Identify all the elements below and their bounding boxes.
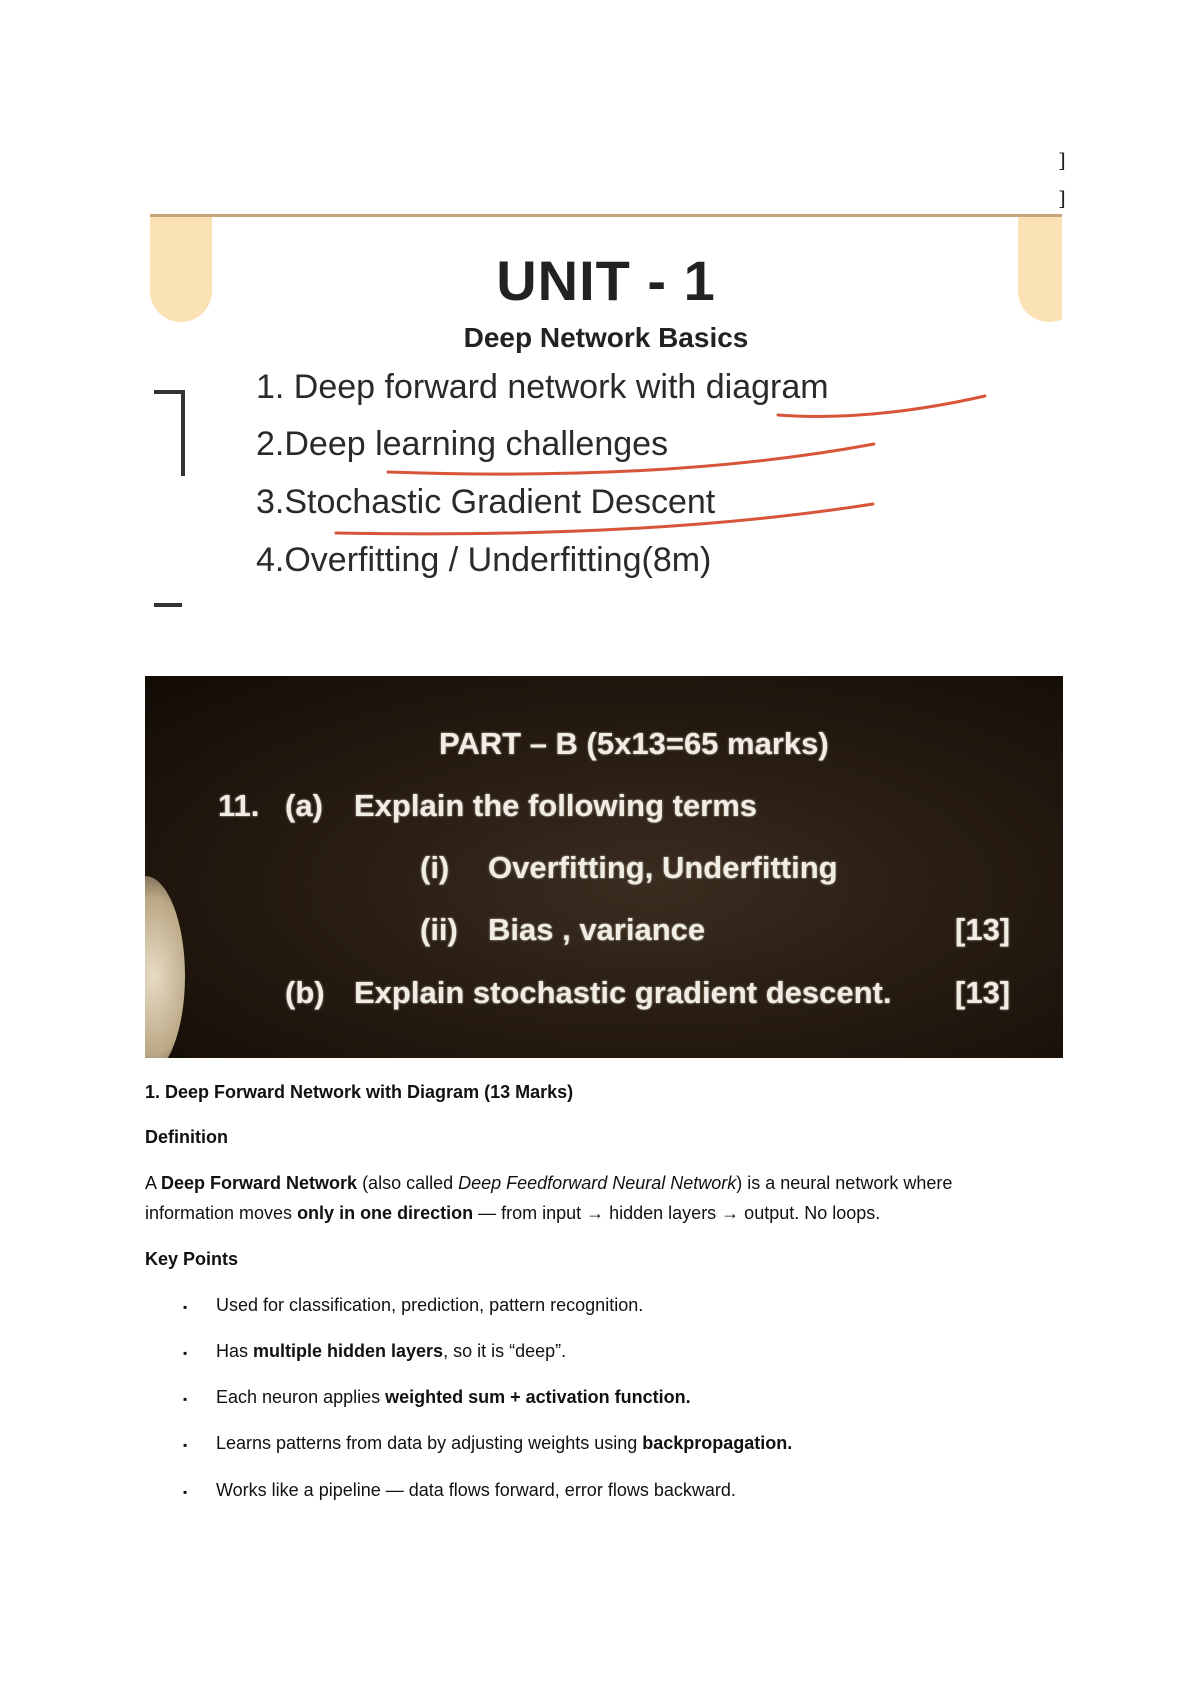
list-item-text: , so it is “deep”. (443, 1341, 567, 1361)
definition-emphasis: only in one direction (297, 1203, 474, 1223)
topic-item: 4.Overfitting / Underfitting(8m) (256, 541, 712, 579)
definition-line-1 (145, 1173, 952, 1194)
exam-question-image (145, 676, 1063, 1058)
exam-part-heading: PART – B (5x13=65 marks) (439, 726, 829, 761)
topic-item: 2.Deep learning challenges (256, 425, 669, 463)
list-item-text: Learns patterns from data by adjusting weights using (216, 1433, 643, 1453)
definition-alt-term: Deep Feedforward Neural Network (458, 1173, 737, 1193)
list-item (216, 1295, 643, 1316)
corner-mark: ] (1058, 148, 1066, 172)
definition-text: ) is a neural network where (736, 1173, 953, 1193)
key-points-label (145, 1249, 238, 1270)
list-item-text: Used for classification, prediction, pattern recognition. (216, 1295, 644, 1315)
question-a-text: Explain the following terms (354, 788, 758, 823)
unit-topics-image (150, 210, 1062, 620)
definition-line-2 (145, 1203, 880, 1224)
definition-text: A (145, 1173, 162, 1193)
definition-term: Deep Forward Network (161, 1173, 358, 1193)
question-b-label: (b) (285, 975, 325, 1010)
definition-text: (also called (357, 1173, 459, 1193)
photo-edge (145, 876, 185, 1058)
list-item-text: Has (216, 1341, 254, 1361)
list-item-text: Each neuron applies (216, 1387, 386, 1407)
question-a-label: (a) (285, 788, 323, 823)
pen-underline (778, 396, 985, 416)
bullet-icon: ▪ (183, 1300, 188, 1314)
question-i-text: Overfitting, Underfitting (488, 850, 838, 885)
question-ii-text: Bias , variance (488, 912, 706, 947)
list-item (216, 1433, 792, 1454)
key-points-label-text: Key Points (145, 1249, 239, 1269)
list-item (216, 1480, 736, 1501)
list-item-emphasis: weighted sum + activation function. (385, 1387, 691, 1407)
pen-underline (388, 444, 874, 474)
question-ii-label: (ii) (420, 912, 458, 947)
list-item-emphasis: multiple hidden layers (253, 1341, 444, 1361)
bullet-icon: ▪ (183, 1346, 188, 1360)
definition-text: — from input → hidden layers → output. No loops. (473, 1203, 881, 1223)
pen-underlines (150, 210, 1062, 620)
pen-underline (336, 504, 873, 534)
corner-mark: ] (1058, 186, 1066, 210)
list-item-emphasis: backpropagation. (642, 1433, 793, 1453)
bullet-icon: ▪ (183, 1485, 188, 1499)
list-item-text: Works like a pipeline — data flows forward, error flows backward. (216, 1480, 736, 1500)
list-item (216, 1387, 691, 1408)
topic-item: 3.Stochastic Gradient Descent (256, 483, 716, 521)
question-number: 11. (218, 788, 260, 823)
unit-subtitle: Deep Network Basics (463, 322, 749, 353)
section-heading (145, 1082, 573, 1103)
list-item (216, 1341, 566, 1362)
bullet-icon: ▪ (183, 1438, 188, 1452)
topic-item: 1. Deep forward network with diagram (256, 368, 829, 406)
definition-label (145, 1127, 228, 1148)
marks-badge: [13] (955, 912, 1011, 947)
question-b-text: Explain stochastic gradient descent. (354, 975, 892, 1010)
definition-label-text: Definition (145, 1127, 228, 1147)
unit-title: UNIT - 1 (496, 249, 716, 312)
question-i-label: (i) (420, 850, 450, 885)
section-heading-text: 1. Deep Forward Network with Diagram (13 Marks) (145, 1082, 574, 1102)
bullet-icon: ▪ (183, 1392, 188, 1406)
marks-badge: [13] (955, 975, 1011, 1010)
definition-text: information moves (145, 1203, 298, 1223)
